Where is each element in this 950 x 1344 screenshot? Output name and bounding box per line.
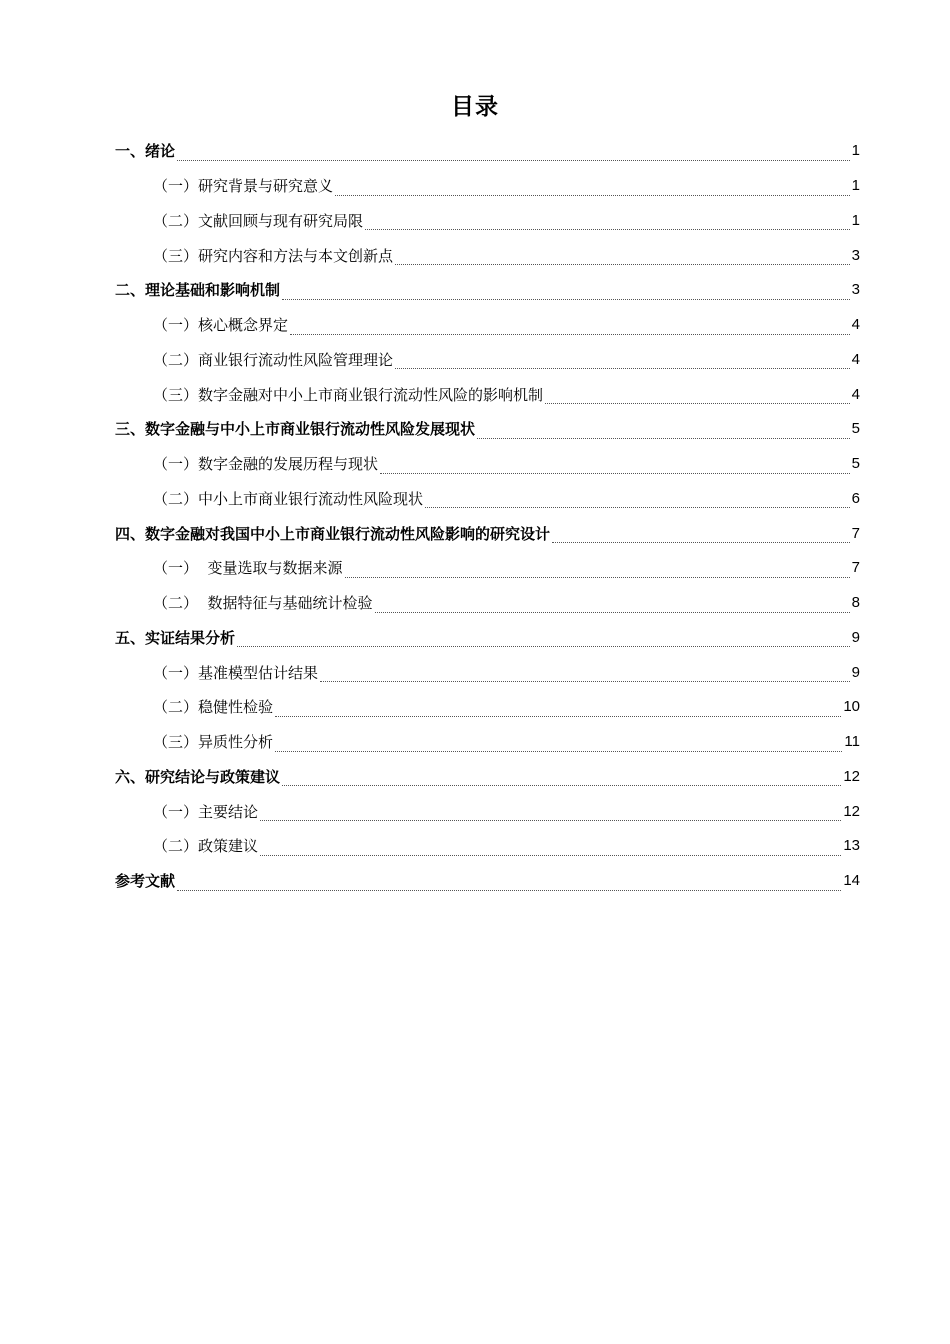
toc-page-number: 5 [851, 455, 860, 473]
toc-dot-leader [282, 299, 850, 300]
toc-entry-section[interactable] [115, 238, 860, 273]
toc-page-number: 3 [851, 281, 860, 299]
toc-dot-leader [260, 855, 841, 856]
toc-entry-chapter[interactable] [115, 412, 860, 447]
toc-entry-label: （一）数字金融的发展历程与现状 [153, 455, 379, 474]
toc-page-number: 9 [851, 663, 860, 681]
toc-entry-label: （三）研究内容和方法与本文创新点 [153, 246, 394, 265]
toc-page-number: 11 [844, 733, 860, 751]
toc-page-number: 1 [851, 177, 860, 195]
toc-dot-leader [395, 264, 850, 265]
toc-dot-leader [335, 195, 850, 196]
toc-entry-section[interactable] [115, 169, 860, 204]
toc-page-number: 8 [851, 594, 860, 612]
toc-page-number: 6 [851, 489, 860, 507]
toc-entry-label: （一）核心概念界定 [153, 316, 289, 335]
toc-entry-label: （二）中小上市商业银行流动性风险现状 [153, 489, 424, 508]
toc-dot-leader [552, 542, 850, 543]
toc-dot-leader [260, 820, 841, 821]
toc-entry-section[interactable] [115, 482, 860, 517]
toc-entry-section[interactable] [115, 725, 860, 760]
toc-page-number: 13 [843, 837, 860, 855]
toc-entry-label: （二）商业银行流动性风险管理理论 [153, 350, 394, 369]
toc-dot-leader [375, 612, 850, 613]
toc-entry-label: 三、数字金融与中小上市商业银行流动性风险发展现状 [115, 420, 476, 439]
toc-entry-label: （一） 变量选取与数据来源 [153, 559, 343, 578]
toc-page-number: 1 [851, 211, 860, 229]
toc-dot-leader [380, 473, 850, 474]
toc-page-number: 4 [851, 316, 860, 334]
toc-entry-section[interactable] [115, 377, 860, 412]
toc-entry-section[interactable] [115, 447, 860, 482]
toc-entry-section[interactable] [115, 690, 860, 725]
toc-dot-leader [545, 403, 850, 404]
toc-entry-label: 参考文献 [115, 872, 176, 891]
toc-entry-label: （二）政策建议 [153, 837, 259, 856]
toc-dot-leader [282, 785, 841, 786]
toc-dot-leader [290, 334, 850, 335]
toc-entry-section[interactable] [115, 655, 860, 690]
toc-dot-leader [275, 716, 841, 717]
toc-entry-chapter[interactable] [115, 864, 860, 899]
toc-entry-label: 六、研究结论与政策建议 [115, 767, 281, 786]
toc-entry-chapter[interactable] [115, 516, 860, 551]
toc-entry-label: 二、理论基础和影响机制 [115, 281, 281, 300]
toc-page-number: 9 [851, 628, 860, 646]
toc-entry-chapter[interactable] [115, 760, 860, 795]
toc-entry-section[interactable] [115, 829, 860, 864]
toc-dot-leader [275, 751, 842, 752]
toc-page-number: 4 [851, 385, 860, 403]
toc-entry-label: （二）稳健性检验 [153, 698, 274, 717]
toc-page-number: 7 [851, 559, 860, 577]
toc-entry-section[interactable] [115, 551, 860, 586]
toc-page-number: 10 [843, 698, 860, 716]
toc-entry-label: （二）文献回顾与现有研究局限 [153, 211, 364, 230]
toc-page-number: 4 [851, 350, 860, 368]
toc-page-number: 12 [843, 802, 860, 820]
toc-page-number: 12 [843, 767, 860, 785]
toc-entry-chapter[interactable] [115, 273, 860, 308]
toc-entry-label: （一）主要结论 [153, 802, 259, 821]
toc-entry-section[interactable] [115, 343, 860, 378]
toc-entry-label: （二） 数据特征与基础统计检验 [153, 594, 373, 613]
toc-dot-leader [237, 646, 850, 647]
toc-entry-label: （一）基准模型估计结果 [153, 663, 319, 682]
toc-entry-section[interactable] [115, 308, 860, 343]
toc-dot-leader [425, 507, 850, 508]
toc-dot-leader [345, 577, 850, 578]
toc-dot-leader [365, 229, 850, 230]
toc-entry-label: （一）研究背景与研究意义 [153, 177, 334, 196]
toc-entry-label: （三）数字金融对中小上市商业银行流动性风险的影响机制 [153, 385, 544, 404]
toc-entry-label: （三）异质性分析 [153, 733, 274, 752]
toc-entry-label: 一、绪论 [115, 142, 176, 161]
toc-dot-leader [395, 368, 850, 369]
toc-entry-chapter[interactable] [115, 621, 860, 656]
toc-dot-leader [477, 438, 850, 439]
toc-entry-section[interactable] [115, 586, 860, 621]
toc-page-number: 7 [851, 524, 860, 542]
toc-entry-chapter[interactable] [115, 134, 860, 169]
toc-dot-leader [320, 681, 850, 682]
toc-page-number: 14 [843, 872, 860, 890]
toc-list [115, 134, 860, 899]
toc-page-number: 1 [851, 142, 860, 160]
toc-page-number: 5 [851, 420, 860, 438]
toc-dot-leader [177, 160, 850, 161]
toc-entry-section[interactable] [115, 794, 860, 829]
toc-entry-section[interactable] [115, 204, 860, 239]
toc-title: 目录 [451, 94, 499, 120]
toc-dot-leader [177, 890, 841, 891]
toc-page-number: 3 [851, 246, 860, 264]
toc-entry-label: 五、实证结果分析 [115, 628, 236, 647]
toc-entry-label: 四、数字金融对我国中小上市商业银行流动性风险影响的研究设计 [115, 524, 551, 543]
